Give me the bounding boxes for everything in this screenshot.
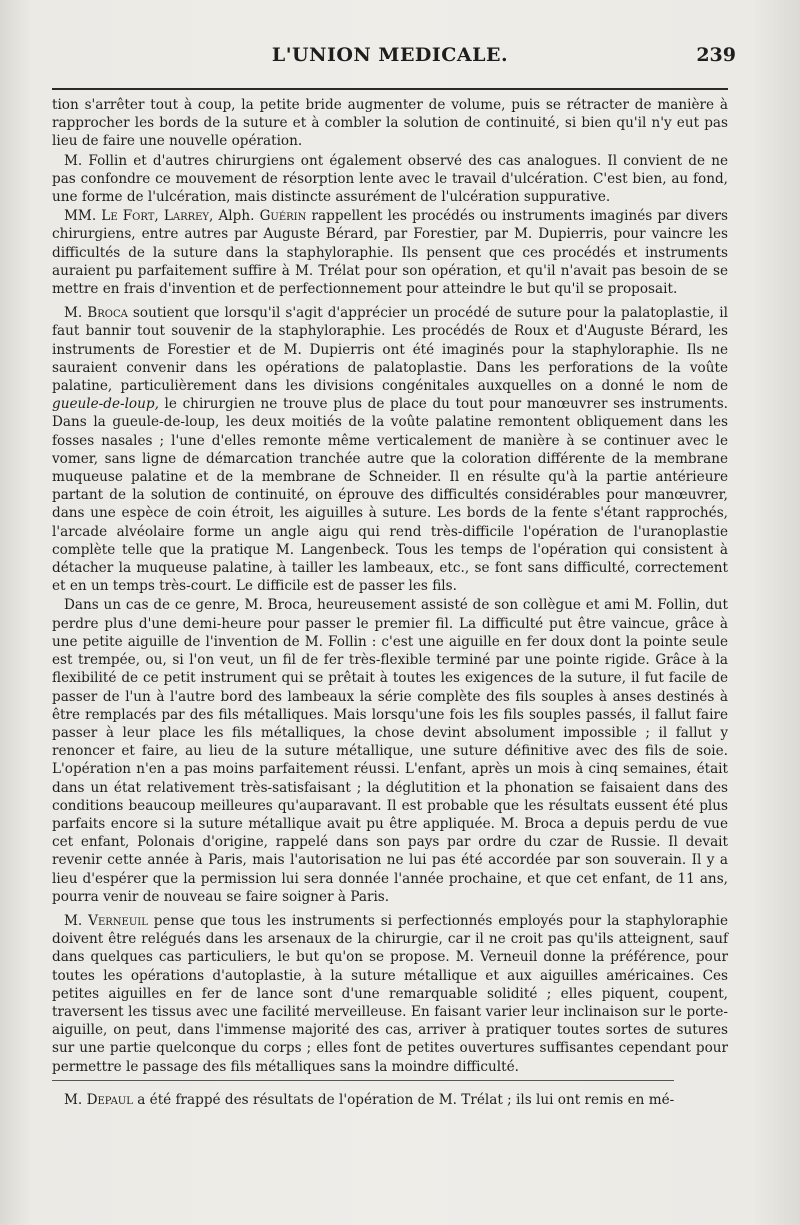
paragraph-4-text-b: le chirurgien ne trouve plus de place du tout pour manœuvrer ses instruments. Dans la gueule-de-loup, les deux moitiés de la voûte palatine remontent obliquement dans les fosses nasales ; l'une d'elles remonte même verticalement de manière à se continuer avec le vomer, sans ligne de démarcation tranchée autre que la coloration différente de la membrane muqueuse palatine et de la membrane de Schneider. Il en résulte qu'à la partie antérieure partant de la solution de continuité, on éprouve des difficultés considérables pour manœuvrer, dans une espèce de coin étroit, les aiguilles à suture. Les bords de la fente s'étant rapprochés, l'arcade alvéolaire forme un angle aigu qui rend très-difficile l'opération de l'uranoplastie complète telle que la pratique M. Langenbeck. Tous les temps de l'opération qui consistent à détacher la muqueuse palatine, à tailler les lambeaux, etc., se font sans difficulté, correctement et en un temps très-court. Le difficile est de passer les fils. [52, 396, 728, 595]
paragraph-4-italic-term: gueule-de-loup, [52, 396, 159, 413]
paragraph-3-text: rappellent les procédés ou instruments imaginés par divers chirurgiens, entre autres par Auguste Bérard, par Forestier, par M. Dupierris, pour vaincre les difficultés de la suture dans la staphyloraphie. Ils pensent que ces procédés et instruments auraient pu parfaitement suffire à M. Trélat pour son opération, et qu'il n'avait pas besoin de se mettre en frais d'invention et de perfectionnement pour atteindre le but qu'il se proposait. [52, 208, 729, 298]
paragraph-6-text: pense que tous les instruments si perfectionnés employés pour la staphyloraphie doivent être relégués dans les arsenaux de la chirurgie, car il ne croit pas qu'ils atteignent, sauf dans quelques cas particuliers, le but qu'on se propose. M. Verneuil donne la préférence, pour toutes les opérations d'autoplastie, à la suture métallique et aux aiguilles américaines. Ces petites aiguilles en fer de lance sont d'une remarquable solidité ; elles piquent, coupent, traversent les tissus avec une facilité merveilleuse. En faisant varier leur inclinaison sur le porte-aiguille, on peut, dans l'immense majorité des cas, arriver à pratiquer toutes sortes de sutures sur une partie quelconque du corps ; elles font de petites ouvertures suffisantes cependant pour permettre le passage des fils métalliques sans la moindre difficulté. [52, 912, 728, 1075]
paragraph-5: Dans un cas de ce genre, M. Broca, heureusement assisté de son collègue et ami M. Follin, dut perdre plus d'une demi-heure pour passer le premier fil. La difficulté put être vaincue, grâce à une petite aiguille de l'invention de M. Follin : c'est une aiguille en fer doux dont la pointe seule est trempée, ou, si l'on veut, un fil de fer très-flexible terminé par une pointe rigide. Grâce à la flexibilité de ce petit instrument qui se prêtait à toutes les exigences de la suture, il fut facile de passer de l'un à l'autre bord des lambeaux la série complète des fils souples à anses destinés à être remplacés par des fils métalliques. Mais lorsqu'une fois les fils souples passés, il fallut faire passer à leur place les fils métalliques, la chose devint absolument impossible ; il fallut y renoncer et faire, au lieu de la suture métallique, une suture définitive avec des fils de soie. L'opération n'en a pas moins parfaitement réussi. L'enfant, après un mois à cinq semaines, était dans un état relativement très-satisfaisant ; la déglutition et la phonation se faisaient dans des conditions beaucoup meilleures qu'auparavant. Il est probable que les résultats eussent été plus parfaits encore si la suture métallique avait pu être appliquée. M. Broca a depuis perdu de vue cet enfant, Polonais d'origine, rappelé dans son pays par ordre du czar de Russie. Il devait revenir cette année à Paris, mais l'autorisation ne lui pas été accordée par son souverain. Il y a lieu d'espérer que la permission lui sera donnée l'année prochaine, et que cet enfant, de 11 ans, pourra venir de nouveau se faire soigner à Paris. [52, 597, 728, 905]
speaker-verneuil: Verneuil [88, 912, 148, 929]
paragraph-7 [52, 1091, 728, 1109]
running-title: L'UNION MEDICALE. [271, 44, 509, 66]
paragraph-1: tion s'arrêter tout à coup, la petite bride augmenter de volume, puis se rétracter de manière à rapprocher les bords de la suture et à combler la solution de continuité, si bien qu'il n'y eut pas lieu de faire une nouvelle opération. [52, 97, 728, 150]
paragraph-2: M. Follin et d'autres chirurgiens ont également observé des cas analogues. Il convient de ne pas confondre ce mouvement de résorption lente avec le travail d'ulcération. C'est bien, au fond, une forme de l'ulcération, mais distincte assurément de l'ulcération suppurative. [52, 152, 728, 206]
page-number: 239 [696, 44, 736, 66]
paragraph-4-prefix: M. [64, 305, 83, 322]
paragraph-7-prefix: M. [64, 1091, 83, 1108]
paragraph-3-alph: Alph. [218, 208, 255, 225]
paragraph-7-text: a été frappé des résultats de l'opération de M. Trélat ; ils lui ont remis en mé- [137, 1091, 675, 1108]
running-head [52, 0, 736, 90]
speaker-names: Le Fort, Larrey, [101, 208, 214, 225]
paragraph-3 [52, 207, 728, 298]
speaker-guerin: Guérin [259, 208, 307, 225]
paragraph-4-text-a: soutient que lorsqu'il s'agit d'apprécier un procédé de suture pour la palatoplastie, il faut bannir tout souvenir de la staphyloraphie. Les procédés de Roux et d'Auguste Bérard, les instruments de Forestier et de M. Dupierris ont été imaginés pour la staphyloraphie. Ils ne sauraient convenir dans les opérations de palatoplastie. Dans les perforations de la voûte palatine, particulièrement dans les divisions congénitales auxquelles on a donné le nom de [52, 305, 728, 395]
speaker-depaul: Depaul [86, 1091, 133, 1108]
article-body [52, 96, 728, 1109]
paragraph-6 [52, 912, 728, 1076]
paragraph-3-prefix: MM. [64, 208, 97, 225]
paragraph-6-prefix: M. [64, 912, 83, 929]
speaker-broca: Broca [87, 305, 128, 322]
paragraph-4 [52, 304, 728, 595]
section-divider [52, 1080, 674, 1081]
